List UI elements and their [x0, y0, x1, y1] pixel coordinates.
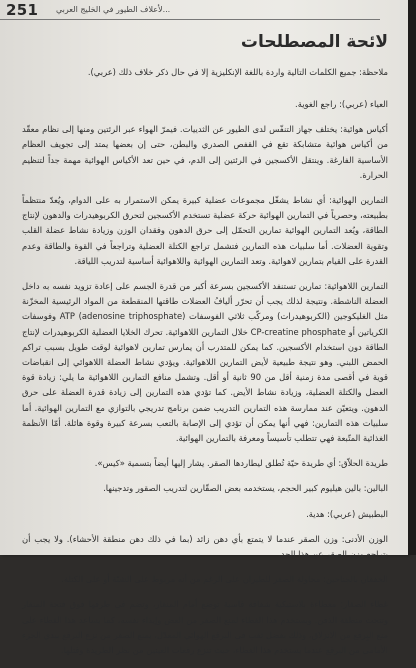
page-number: 251	[6, 1, 39, 19]
glossary-entry: الخفقان بالجناحين: محاولة الصقر للطيران على الرغم من أنه مربوط على الشبّة أو على الكتلة.	[61, 574, 388, 585]
glossary-entry: البالين: بالين هيليوم كبير الحجم، يستخدمه بعض الصقّارين لتدريب الصقور وتدجينها.	[103, 483, 388, 494]
glossary-entry: غطاء الصقار: معطاءة بلاستيكية شفافة قاسية توضع أمام المنقار، وتضم في طرفها فوق فتحة المنقار ونتحت منطقة الذقن. ويستخدم هذا الغطاء لمنع الصقر من العض وإيذاء نفسه، كما يساعد هذا الغطاء على منع البِرقع من الانزلاق، وذلك بفضل ثقب في البرقع الهوائي المعدّل، يمنع الصقر من نزع البرقع بيدي الجزء الأمامي من البرقع عندما يستخدم هذا الغطاء، حيث تنزع رقعات العينين من نظر الطريدة وقتلها.	[22, 599, 388, 656]
glossary-entries	[22, 97, 388, 658]
page-heading: لائحة المصطلحات	[240, 32, 388, 52]
page-header	[0, 0, 408, 22]
glossary-entry: التمارين اللاهوائية: تمارين تستنفد الأكسجين بسرعة أكبر من قدرة الجسم على إعادة تزويد نفسه به داخل العضلة الناشطة. ونتيجة لذلك يجب أن تحرّر أليافُ العضلات طاقتها المنقطعة من المواد الرئيسية المخزّنة مثل الغليكوجين (الكربوهيدرات) ومركّب ثلاثي الفوسفات (ATP (adenosine triphosphate وفوسفات الكرياتين أو CP-creatine phosphate خلال التمارين اللاهوائية. تحرك الخلايا العضلية الكربوهيدرات لإنتاج الطاقة دون استخدام الأكسجين. كما يمكن للمتدرب أن يمارس تمارين لاهوائية لوقت طويل بسبب تراكم الحمض اللبني. وهو نتيجة طبيعية لأيض التمارين اللاهوائية. ويؤدي نشاط العضلة اللاهوائي إلى انقباضات قوية في أقصى مدة زمنية أقل من 90 ثانية أو أقل. وتشمل منافع التمارين اللاهوائية ما يلي: زيادة قوة العضل والكتلة العضلية، وزيادة نشاط الأيض. كما تؤدي هذه التمارين إلى زيادة قدرة العضلة على حرق الدهون. ويتعيّن عند ممارسة هذه التمارين التدريب ضمن برنامج تدريجي بالتوازي مع التمارين الهوائية. أما سلبيات هذه التمارين: فهي أنها يمكن أن تؤدي إلى الإصابة بالتعب بسرعة كبيرة وقوة هائلة. أمّا الأنظمة الغذائية المتّبعة فهي تتطلب تأسيساً ومعرفة بالتمارين الهوائية.	[22, 281, 388, 444]
glossary-entry: التمارين الهوائية: أي نشاط يشغّل مجموعات عضلية كبيرة يمكن الاستمرار به على الدوام، ويُعدّ منتظماً بطبيعته، وحصرياً في التمارين الهوائية حركة عضلية تستخدم الأكسجين لتحرق الكربوهيدرات والدهون لإنتاج الطاقة، ويُعد التمارين الهوائية تمارين التحمّل إلى حرق الدهون وفقدان الوزن وزيادة نشاط عضلة القلب وتقوية العضلات. أما سلبيات هذه التمارين فتشمل تراجع الكتلة العضلية وتراجعاً في القوة والطاقة وعدم القدرة على القيام بتمارين لاهوائية. وتعد التمارين الهوائية واللاهوائية أساسية لتدريب اللياقة.	[22, 195, 388, 266]
glossary-entry: أكياس هوائية: يختلف جهاز التنفّس لدى الطيور عن الثدييات. فيمرّ الهواء عبر الرئتين ومنها إلى نظام معقّد من أكياس هوائية متشابكة تقع في القفص الصدري والبطن، حتى إن بعضها يمتد إلى تجويف العظام الأساسية الفارغة. وينتقل الأكسجين في الرئتين إلى الدم، في حين تعد الأكياس الهوائية مهمة جداً لتنظيم الحرارة.	[22, 124, 388, 180]
book-spine-shadow	[408, 0, 416, 555]
glossary-entry: الوزن الأدنى: وزن الصقر عندما لا يتمتع بأي دهن زائد (بما في ذلك دهن منطقة الأحشاء). ولا يجب أن يتراجع وزن الصقر عن هذا الحد.	[22, 533, 388, 560]
glossary-entry: العياء (عربي): راجع الغوية.	[295, 99, 388, 109]
running-title: ...لأعلاف الطيور في الخليج العربي	[56, 5, 171, 14]
glossary-entry: طريدة الحلاّق: أي طريدة حيّة تُطلق ليطاردها الصقر. يشار إليها أيضاً بتسمية «كيس».	[94, 458, 388, 469]
glossary-note: ملاحظة: جميع الكلمات التالية واردة باللغة الإنكليزية إلا في حال ذكر خلاف ذلك (عربي).	[87, 67, 388, 77]
glossary-entry: البطبيش (عربي): هدية.	[306, 508, 388, 519]
header-rule	[0, 19, 380, 20]
page-content	[22, 30, 388, 668]
